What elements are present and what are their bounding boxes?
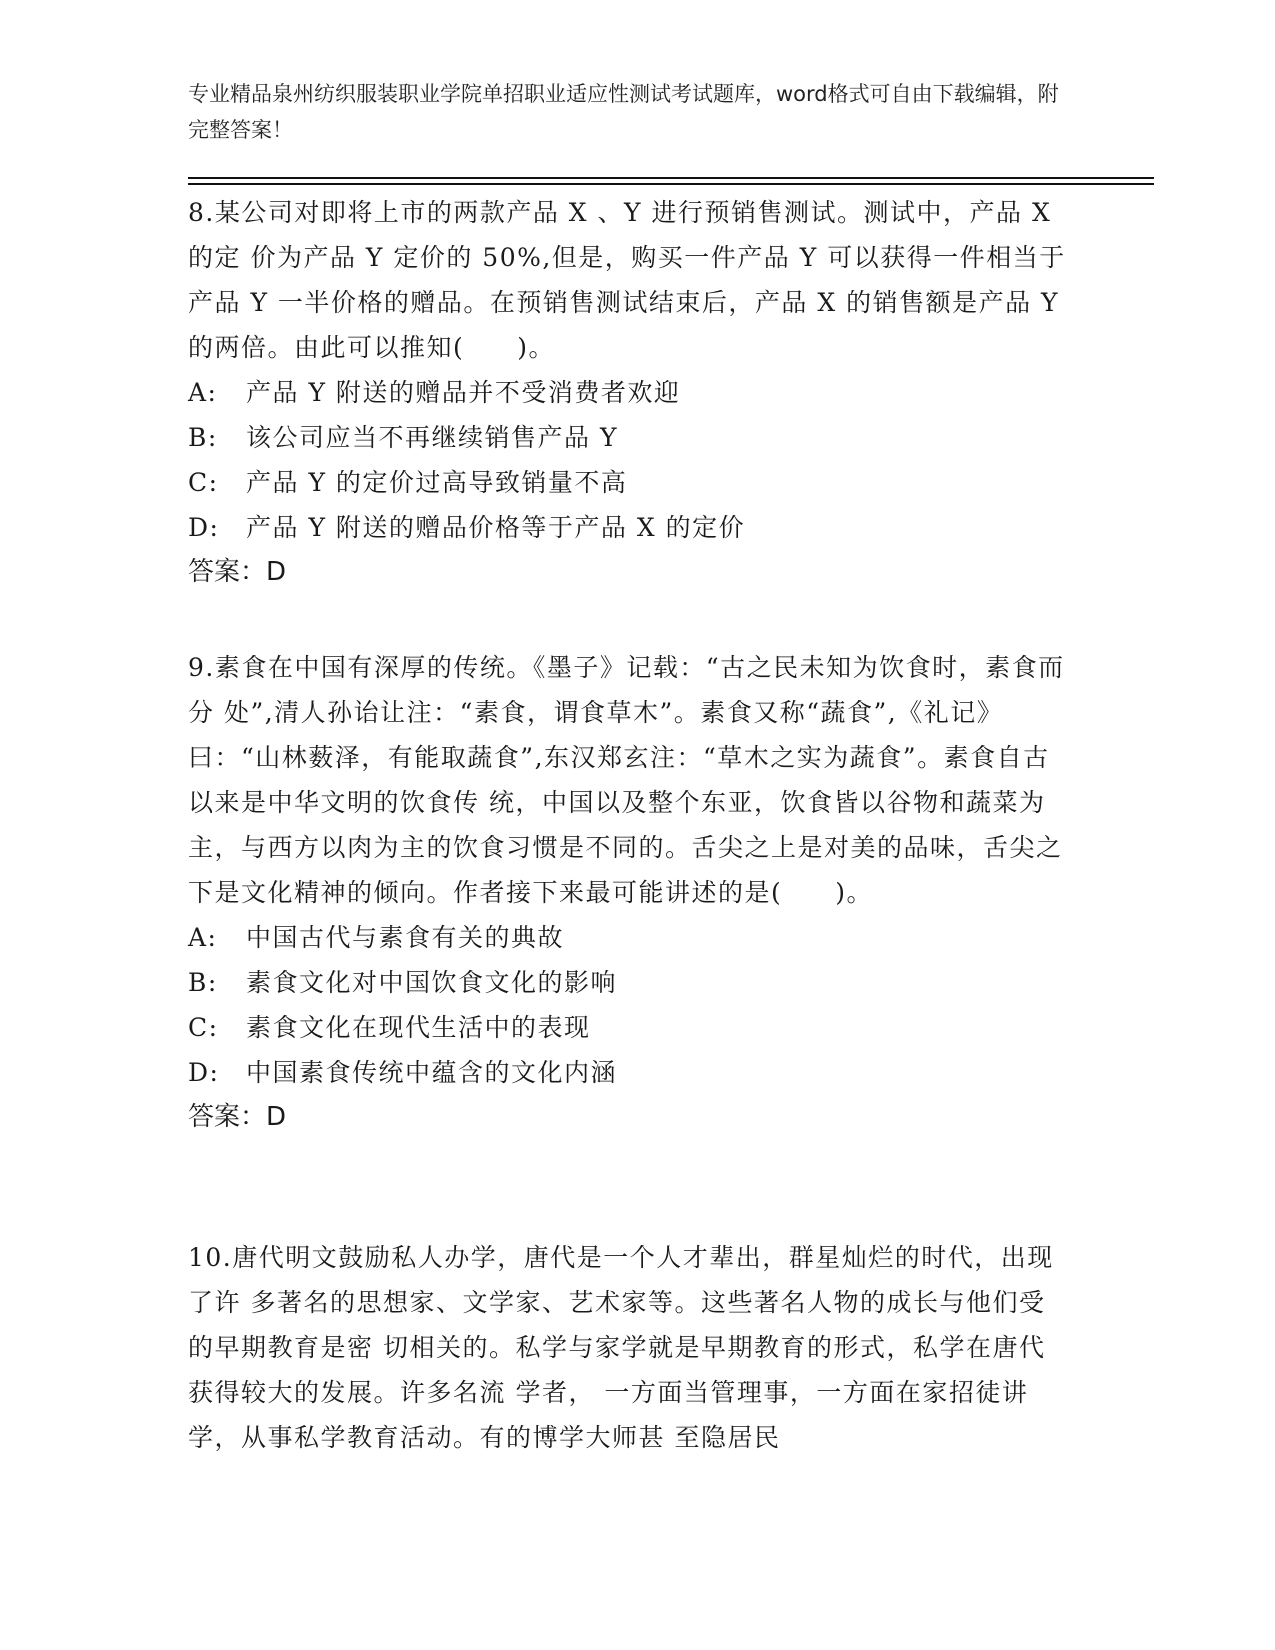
option-text: 素食文化在现代生活中的表现 [246, 1013, 591, 1042]
question-8 [188, 190, 1068, 595]
question-stem [188, 190, 1068, 370]
option-d [188, 1050, 1068, 1095]
option-text: 素食文化对中国饮食文化的影响 [246, 968, 618, 997]
option-text: 产品 Y 附送的赠品并不受消费者欢迎 [246, 378, 681, 407]
answer-line: 答案：D [188, 557, 287, 587]
option-letter: D: [188, 513, 220, 542]
document-header: 专业精品泉州纺织服装职业学院单招职业适应性测试考试题库，word格式可自由下载编辑，附完整答案！ [188, 82, 1059, 142]
option-letter: A: [188, 378, 218, 407]
option-b [188, 960, 1068, 1005]
option-text: 该公司应当不再继续销售产品 Y [246, 423, 618, 452]
question-text: 某公司对即将上市的两款产品 X 、Y 进行预销售测试。测试中，产品 X 的定 价为产品 Y 定价的 50%,但是，购买一件产品 Y 可以获得一件相当于产品 Y 一半价格的赠品。在预销售测试结束后，产品 X 的销售额是产品 Y 的两倍。由此可以推知( )。 [188, 198, 1066, 362]
header-divider-top [188, 177, 1154, 179]
question-number: 10. [188, 1243, 233, 1272]
option-a [188, 370, 1068, 415]
option-c [188, 1005, 1068, 1050]
option-text: 产品 Y 的定价过高导致销量不高 [246, 468, 628, 497]
question-text: 唐代明文鼓励私人办学，唐代是一个人才辈出，群星灿烂的时代，出现了许 多著名的思想家、文学家、艺术家等。这些著名人物的成长与他们受的早期教育是密 切相关的。私学与家学就是早期教育的形式，私学在唐代获得较大的发展。许多名流 学者， 一方面当管理事，一方面在家招徒讲学，从事私学教育活动。有的博学大师甚 至隐居民 [188, 1243, 1054, 1452]
question-10 [188, 1235, 1068, 1460]
question-text: 素食在中国有深厚的传统。《墨子》记载：“古之民未知为饮食时，素食而分 处”,清人孙诒让注：“素食，谓食草木”。素食又称“蔬食”,《礼记》曰：“山林薮泽，有能取蔬食”,东汉郑玄注：“草木之实为蔬食”。素食自古以来是中华文明的饮食传 统，中国以及整个东亚，饮食皆以谷物和蔬菜为主，与西方以肉为主的饮食习惯是不同的。舌尖之上是对美的品味，舌尖之下是文化精神的倾向。作者接下来最可能讲述的是( )。 [188, 653, 1065, 907]
question-stem [188, 645, 1068, 915]
option-letter: C: [188, 468, 219, 497]
option-c [188, 460, 1068, 505]
question-stem [188, 1235, 1068, 1460]
question-9 [188, 645, 1068, 1140]
option-text: 中国古代与素食有关的典故 [246, 923, 565, 952]
option-letter: B: [188, 968, 218, 997]
option-a [188, 915, 1068, 960]
option-b [188, 415, 1068, 460]
question-number: 9. [188, 653, 215, 682]
option-letter: B: [188, 423, 218, 452]
option-letter: A: [188, 923, 218, 952]
option-text: 产品 Y 附送的赠品价格等于产品 X 的定价 [246, 513, 746, 542]
option-letter: C: [188, 1013, 219, 1042]
option-d [188, 505, 1068, 550]
answer-line: 答案：D [188, 1102, 287, 1132]
question-number: 8. [188, 198, 215, 227]
option-letter: D: [188, 1058, 220, 1087]
header-divider-bottom [188, 183, 1154, 185]
option-text: 中国素食传统中蕴含的文化内涵 [246, 1058, 618, 1087]
